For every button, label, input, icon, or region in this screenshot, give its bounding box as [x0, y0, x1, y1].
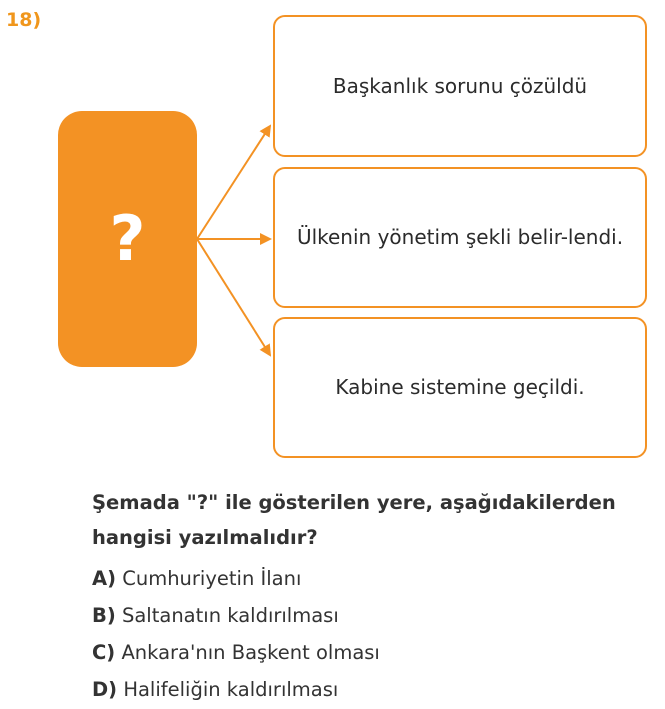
option-d[interactable]	[92, 671, 380, 708]
answer-options	[92, 560, 380, 708]
arrow-to-result-1	[197, 126, 270, 239]
result-box-3	[273, 317, 647, 458]
result-text-2: Ülkenin yönetim şekli belir-lendi.	[296, 225, 624, 249]
option-c[interactable]	[92, 634, 380, 671]
option-text: Saltanatın kaldırılması	[121, 604, 339, 627]
option-letter: D)	[92, 678, 118, 701]
result-box-1	[273, 15, 647, 157]
option-text: Ankara'nın Başkent olması	[121, 641, 380, 664]
result-text-3: Kabine sistemine geçildi.	[335, 375, 585, 399]
option-letter: A)	[92, 567, 117, 590]
option-letter: C)	[92, 641, 116, 664]
result-text-1: Başkanlık sorunu çözüldü	[332, 73, 588, 98]
option-text: Cumhuriyetin İlanı	[122, 567, 302, 590]
option-a[interactable]	[92, 560, 380, 597]
option-letter: B)	[92, 604, 116, 627]
arrow-to-result-3	[197, 239, 270, 355]
question-number: 18)	[6, 9, 42, 31]
result-box-2	[273, 167, 647, 308]
question-mark: ?	[109, 202, 146, 275]
option-b[interactable]	[92, 597, 380, 634]
question-text: Şemada "?" ile gösterilen yere, aşağıdakilerden hangisi yazılmalıdır?	[92, 491, 616, 549]
option-text: Halifeliğin kaldırılması	[123, 678, 339, 701]
